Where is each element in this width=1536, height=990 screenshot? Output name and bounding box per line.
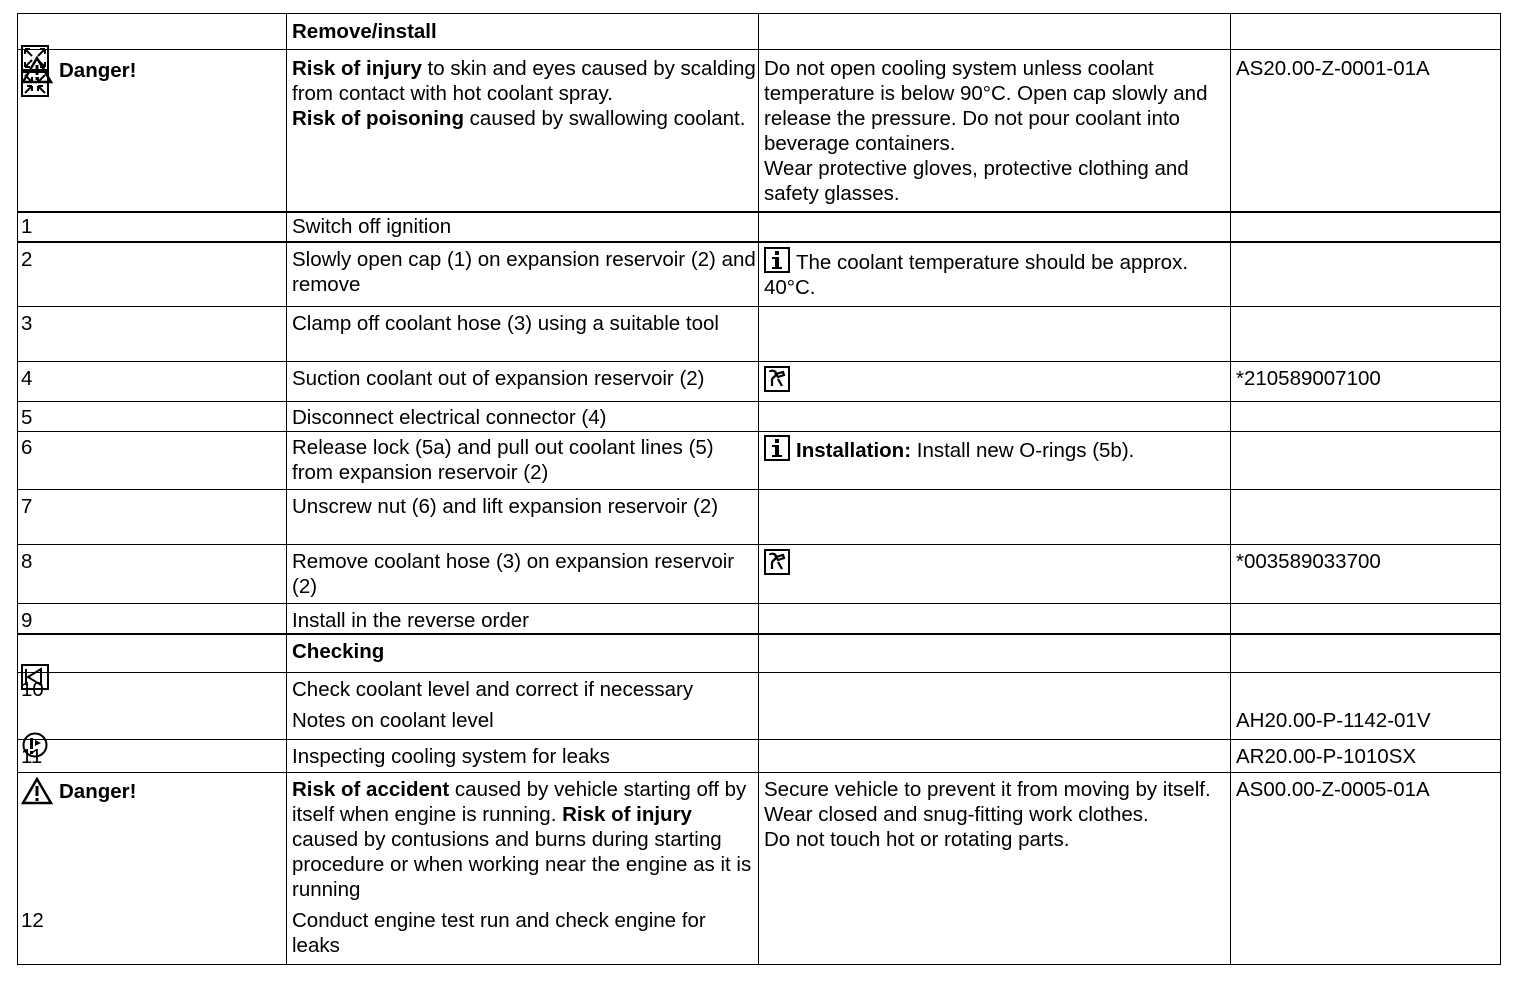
risk-poisoning-heading: Risk of poisoning (292, 107, 464, 130)
step-number: 4 (21, 367, 33, 390)
step-number: 1 (21, 215, 33, 238)
row-divider (18, 306, 1500, 307)
step-note (764, 247, 1230, 300)
special-tool-icon (764, 549, 790, 575)
risk-accident-heading: Risk of accident (292, 778, 450, 801)
danger-reference[interactable]: AS00.00-Z-0005-01A (1236, 778, 1430, 801)
step-text: Release lock (5a) and pull out coolant lines (5) from expansion reservoir (2) (292, 436, 714, 484)
section-title-checking: Checking (292, 640, 385, 663)
row-divider (18, 401, 1500, 402)
danger-label (21, 777, 283, 805)
note-text: The coolant temperature should be approx. 40°C. (764, 251, 1189, 299)
row-divider (18, 211, 1500, 213)
installation-label: Installation: (796, 439, 912, 462)
row-divider (18, 431, 1500, 432)
row-divider (18, 489, 1500, 490)
row-divider (18, 361, 1500, 362)
step-text: Remove coolant hose (3) on expansion reservoir (2) (292, 550, 735, 598)
step-text: Slowly open cap (1) on expansion reservoir (2) and remove (292, 248, 756, 296)
notes-reference[interactable]: AH20.00-P-1142-01V (1236, 709, 1431, 732)
warning-triangle-icon (21, 777, 53, 805)
step-text: Suction coolant out of expansion reservoir (2) (292, 367, 705, 390)
step-number: 12 (21, 909, 44, 932)
step-text: Unscrew nut (6) and lift expansion reservoir (2) (292, 495, 719, 518)
row-divider (18, 633, 1500, 635)
step-note (764, 549, 1230, 577)
info-icon (764, 435, 790, 461)
step-text: Conduct engine test run and check engine for leaks (292, 909, 706, 957)
step-note (764, 435, 1230, 463)
notes-text: Notes on coolant level (292, 709, 494, 732)
step-text: Disconnect electrical connector (4) (292, 406, 607, 429)
step-number: 2 (21, 248, 33, 271)
risk-injury-text: caused by contusions and burns during starting procedure or when working near the engine as it is running (292, 828, 752, 901)
warning-triangle-icon (21, 56, 53, 84)
step-text: Check coolant level and correct if necessary (292, 678, 694, 701)
danger-measures: Do not open cooling system unless coolant temperature is below 90°C. Open cap slowly and release the pressure. Do not pour coolant into beverage containers. Wear protective gloves, protective clothing and safety glasses. (764, 57, 1208, 205)
step-number: 9 (21, 609, 33, 632)
step-text: Clamp off coolant hose (3) using a suitable tool (292, 312, 719, 335)
step-text: Switch off ignition (292, 215, 452, 238)
step-number: 6 (21, 436, 33, 459)
step-reference[interactable]: AR20.00-P-1010SX (1236, 745, 1417, 768)
info-icon (764, 247, 790, 273)
danger-reference[interactable]: AS20.00-Z-0001-01A (1236, 57, 1430, 80)
step-number: 10 (21, 678, 44, 701)
section-title-remove-install: Remove/install (292, 20, 437, 43)
row-divider (18, 603, 1500, 604)
risk-injury-heading: Risk of injury (562, 803, 692, 826)
danger-label (21, 56, 283, 84)
step-number: 11 (21, 745, 43, 768)
risk-poisoning-text: caused by swallowing coolant. (463, 107, 746, 130)
special-tool-reference[interactable]: *210589007100 (1236, 367, 1381, 390)
row-divider (18, 772, 1500, 773)
special-tool-reference[interactable]: *003589033700 (1236, 550, 1381, 573)
step-note (764, 366, 1230, 394)
special-tool-icon (764, 366, 790, 392)
row-divider (18, 241, 1500, 243)
risk-injury-text: to skin and eyes caused by scalding from contact with hot coolant spray. (292, 57, 756, 105)
row-divider (18, 544, 1500, 545)
step-number: 3 (21, 312, 33, 335)
risk-accident-text: caused by vehicle starting off by itself when engine is running. (292, 778, 747, 826)
danger-text: Danger! (59, 58, 137, 82)
risk-injury-heading: Risk of injury (292, 57, 422, 80)
note-text: Install new O-rings (5b). (911, 439, 1135, 462)
danger-risks (292, 56, 758, 131)
step-text: Inspecting cooling system for leaks (292, 745, 610, 768)
danger-text: Danger! (59, 779, 137, 803)
danger-measures: Secure vehicle to prevent it from moving by itself. Wear closed and snug-fitting work clothes. Do not touch hot or rotating parts. (764, 778, 1211, 851)
danger-risks (292, 777, 758, 902)
step-number: 7 (21, 495, 33, 518)
step-text: Install in the reverse order (292, 609, 530, 632)
step-number: 8 (21, 550, 33, 573)
procedure-table (17, 13, 1501, 965)
step-number: 5 (21, 406, 33, 429)
